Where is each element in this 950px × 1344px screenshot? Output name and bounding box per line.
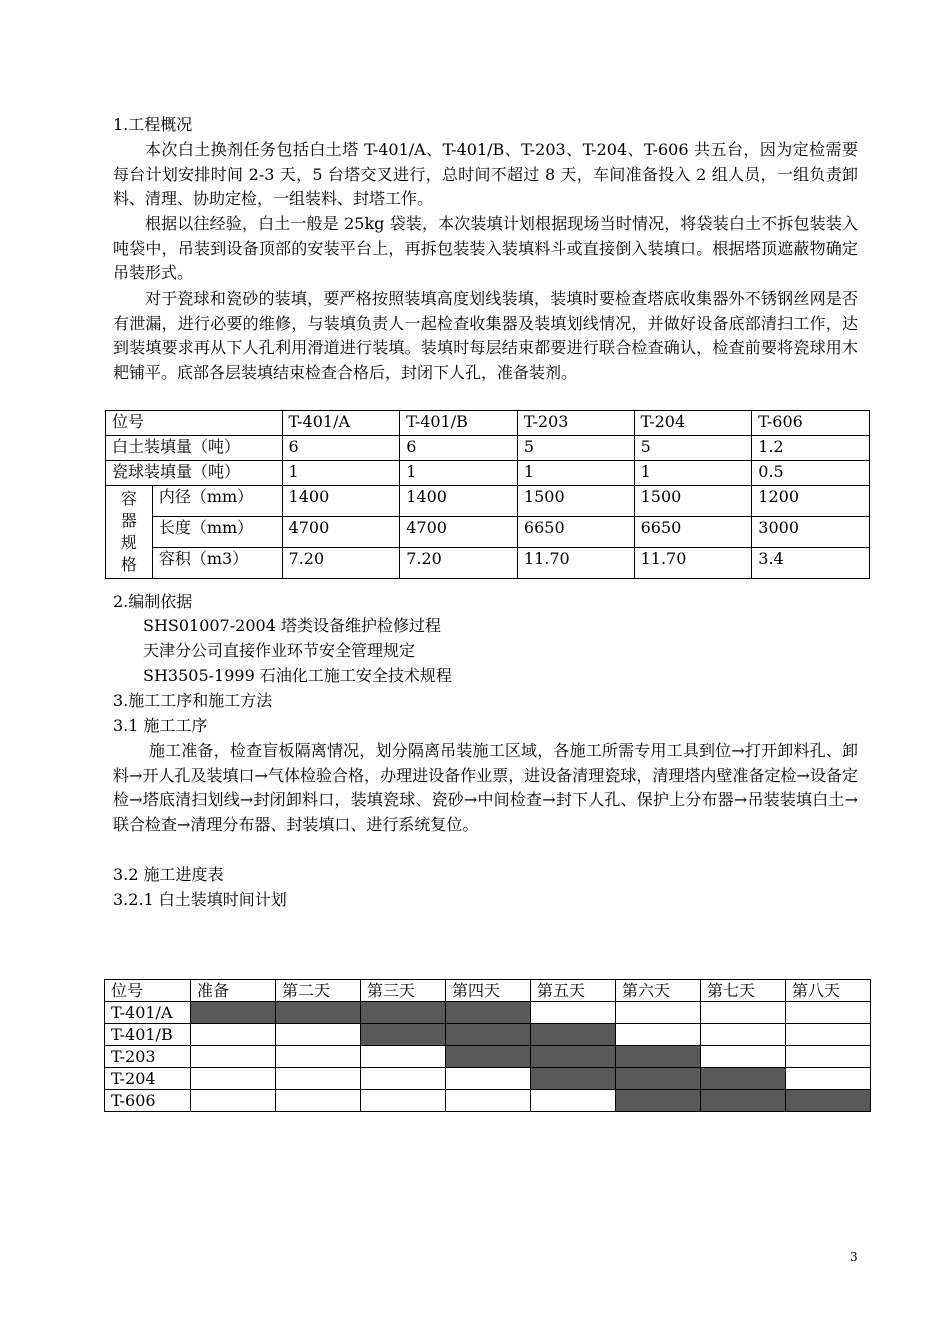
table-cell: 6	[282, 436, 400, 461]
table-row	[106, 548, 870, 579]
table-cell: 6650	[517, 517, 634, 548]
table-row	[106, 517, 870, 548]
gantt-cell-scheduled	[446, 1046, 531, 1068]
section-3-2-1-title: 3.2.1 白土装填时间计划	[113, 890, 287, 909]
table-cell: 0.5	[752, 461, 870, 486]
gantt-row-label: T-401/A	[105, 1002, 191, 1024]
table-cell: 1500	[517, 486, 634, 517]
gantt-row	[105, 1068, 871, 1090]
gantt-header-cell: 第三天	[361, 980, 446, 1002]
gantt-cell-empty	[361, 1046, 446, 1068]
gantt-cell-empty	[361, 1068, 446, 1090]
table-cell: 1400	[400, 486, 518, 517]
gantt-header-cell: 第七天	[701, 980, 786, 1002]
gantt-header-cell: 第四天	[446, 980, 531, 1002]
gantt-cell-scheduled	[786, 1090, 871, 1112]
gantt-cell-scheduled	[531, 1068, 616, 1090]
header-cell: T-203	[517, 411, 634, 436]
table-cell: 7.20	[400, 548, 518, 579]
gantt-cell-empty	[786, 1046, 871, 1068]
row-label: 容积（m3）	[152, 548, 282, 579]
page-number: 3	[850, 1250, 858, 1264]
gantt-cell-scheduled	[361, 1024, 446, 1046]
table-row	[106, 461, 870, 486]
table-cell: 1200	[752, 486, 870, 517]
gantt-header-cell: 准备	[191, 980, 276, 1002]
table-cell: 5	[634, 436, 752, 461]
table-cell: 5	[517, 436, 634, 461]
section-3-title: 3.施工工序和施工方法	[113, 691, 273, 710]
group-label-vessel-spec	[106, 486, 153, 579]
header-cell: 位号	[106, 411, 283, 436]
header-cell: T-401/A	[282, 411, 400, 436]
gantt-cell-empty	[786, 1002, 871, 1024]
gantt-row-label: T-204	[105, 1068, 191, 1090]
gantt-cell-scheduled	[446, 1002, 531, 1024]
header-cell: T-401/B	[400, 411, 518, 436]
gantt-cell-empty	[276, 1068, 361, 1090]
table-cell: 6	[400, 436, 518, 461]
gantt-cell-empty	[446, 1090, 531, 1112]
gantt-cell-scheduled	[616, 1046, 701, 1068]
table-cell: 1	[400, 461, 518, 486]
table-row	[106, 436, 870, 461]
gantt-cell-scheduled	[701, 1090, 786, 1112]
group-label-char: 规	[120, 533, 137, 552]
reference-item: 天津分公司直接作业环节安全管理规定	[143, 641, 416, 660]
table-cell: 3000	[752, 517, 870, 548]
gantt-row-label: T-401/B	[105, 1024, 191, 1046]
gantt-cell-empty	[191, 1024, 276, 1046]
table-cell: 7.20	[282, 548, 400, 579]
gantt-cell-empty	[191, 1046, 276, 1068]
gantt-cell-empty	[786, 1068, 871, 1090]
equipment-spec-table	[105, 410, 870, 579]
table-cell: 11.70	[517, 548, 634, 579]
gantt-header-cell: 第五天	[531, 980, 616, 1002]
gantt-cell-empty	[191, 1090, 276, 1112]
gantt-header-cell: 第二天	[276, 980, 361, 1002]
table-cell: 3.4	[752, 548, 870, 579]
gantt-row-label: T-606	[105, 1090, 191, 1112]
table-cell: 11.70	[634, 548, 752, 579]
gantt-row	[105, 1024, 871, 1046]
gantt-cell-scheduled	[701, 1068, 786, 1090]
section-1-paragraph-2: 根据以往经验，白土一般是 25kg 袋装，本次装填计划根据现场当时情况，将袋装白土不拆包装装入吨袋中，吊装到设备顶部的安装平台上，再拆包装装入装填料斗或直接倒入装填口。根据塔顶遮蔽物确定吊装形式。	[113, 214, 858, 282]
gantt-cell-empty	[701, 1046, 786, 1068]
row-label: 长度（mm）	[152, 517, 282, 548]
gantt-cell-scheduled	[531, 1024, 616, 1046]
section-1-title: 1.工程概况	[113, 115, 193, 134]
gantt-cell-empty	[276, 1046, 361, 1068]
table-header-row	[106, 411, 870, 436]
gantt-cell-empty	[361, 1090, 446, 1112]
table-row	[106, 486, 870, 517]
table-cell: 1	[517, 461, 634, 486]
group-label-char: 容	[120, 489, 137, 508]
section-1-paragraph-1: 本次白土换剂任务包括白土塔 T-401/A、T-401/B、T-203、T-204、T-606 共五台，因为定检需要每台计划安排时间 2-3 天，5 台塔交叉进行，总时间不超过 8 天，车间准备投入 2 组人员，一组负责卸料、清理、协助定检，一组装料、封塔工作。	[113, 140, 858, 208]
section-1-paragraph-3: 对于瓷球和瓷砂的装填，要严格按照装填高度划线装填，装填时要检查塔底收集器外不锈钢丝网是否有泄漏，进行必要的维修，与装填负责人一起检查收集器及装填划线情况，并做好设备底部清扫工作，达到装填要求再从下人孔利用滑道进行装填。装填时每层结束都要进行联合检查确认，检查前要将瓷球用木耙铺平。底部各层装填结束检查合格后，封闭下人孔，准备装剂。	[113, 289, 858, 382]
section-3-1-paragraph: 施工准备，检查盲板隔离情况，划分隔离吊装施工区域，各施工所需专用工具到位→打开卸料孔、卸料→开人孔及装填口→气体检验合格，办理进设备作业票，进设备清理瓷球，清理塔内壁准备定检→设备定检→塔底清扫划线→封闭卸料口，装填瓷球、瓷砂→中间检查→封下人孔、保护上分布器→吊装装填白土→联合检查→清理分布器、封装填口、进行系统复位。	[113, 741, 858, 834]
gantt-row	[105, 1002, 871, 1024]
gantt-cell-scheduled	[531, 1046, 616, 1068]
table-cell: 1.2	[752, 436, 870, 461]
table-cell: 4700	[400, 517, 518, 548]
group-label-char: 器	[120, 511, 137, 530]
header-cell: T-204	[634, 411, 752, 436]
gantt-header-cell: 第八天	[786, 980, 871, 1002]
gantt-cell-scheduled	[616, 1068, 701, 1090]
gantt-cell-empty	[786, 1024, 871, 1046]
gantt-cell-empty	[701, 1024, 786, 1046]
gantt-cell-scheduled	[616, 1090, 701, 1112]
gantt-cell-scheduled	[446, 1024, 531, 1046]
section-3-2-title: 3.2 施工进度表	[113, 865, 224, 884]
table-cell: 1500	[634, 486, 752, 517]
gantt-cell-empty	[616, 1024, 701, 1046]
gantt-cell-empty	[531, 1002, 616, 1024]
reference-item: SHS01007-2004 塔类设备维护检修过程	[143, 616, 441, 635]
gantt-cell-empty	[616, 1002, 701, 1024]
header-cell: T-606	[752, 411, 870, 436]
table-cell: 1	[282, 461, 400, 486]
table-cell: 4700	[282, 517, 400, 548]
group-label-char: 格	[120, 555, 137, 574]
gantt-cell-empty	[276, 1024, 361, 1046]
schedule-gantt-table	[104, 979, 871, 1112]
gantt-cell-empty	[276, 1090, 361, 1112]
gantt-row	[105, 1090, 871, 1112]
gantt-row-label: T-203	[105, 1046, 191, 1068]
gantt-row	[105, 1046, 871, 1068]
gantt-cell-scheduled	[361, 1002, 446, 1024]
row-label: 内径（mm）	[152, 486, 282, 517]
gantt-header-cell: 位号	[105, 980, 191, 1002]
gantt-header-cell: 第六天	[616, 980, 701, 1002]
reference-item: SH3505-1999 石油化工施工安全技术规程	[143, 666, 452, 685]
section-3-1-title: 3.1 施工工序	[113, 716, 208, 735]
table-cell: 1	[634, 461, 752, 486]
section-2-title: 2.编制依据	[113, 592, 193, 611]
gantt-cell-empty	[701, 1002, 786, 1024]
gantt-cell-scheduled	[276, 1002, 361, 1024]
gantt-header-row	[105, 980, 871, 1002]
table-cell: 1400	[282, 486, 400, 517]
row-label: 白土装填量（吨）	[106, 436, 283, 461]
table-cell: 6650	[634, 517, 752, 548]
gantt-cell-scheduled	[191, 1002, 276, 1024]
gantt-cell-empty	[191, 1068, 276, 1090]
gantt-cell-empty	[446, 1068, 531, 1090]
gantt-cell-empty	[531, 1090, 616, 1112]
row-label: 瓷球装填量（吨）	[106, 461, 283, 486]
